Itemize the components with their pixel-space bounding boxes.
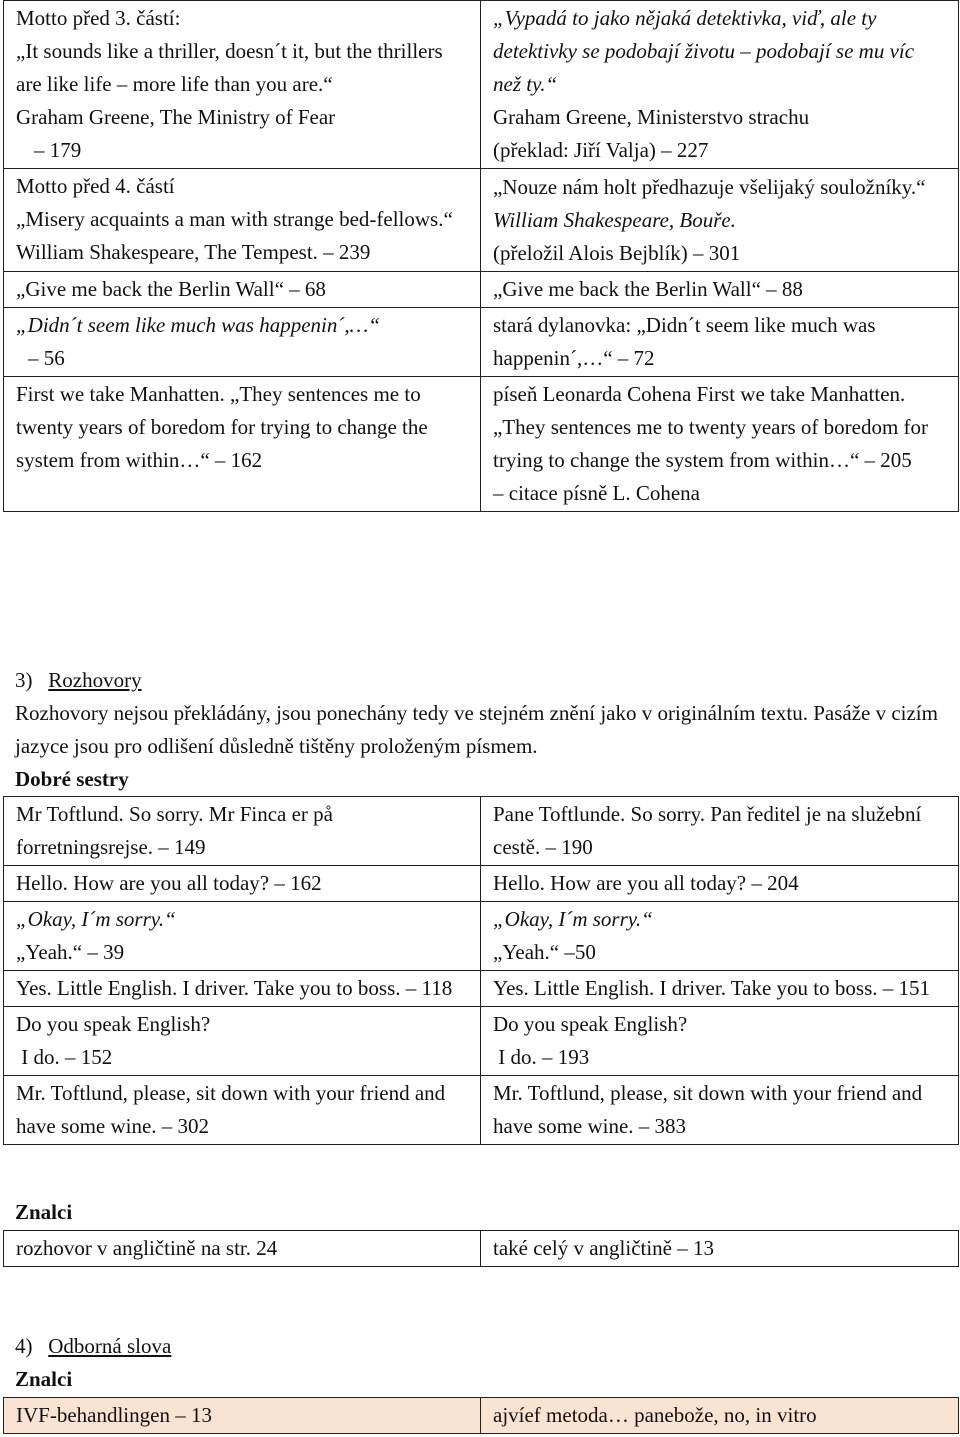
table-row [4, 308, 959, 377]
table-cell-right [481, 169, 959, 272]
table-cell-right [481, 1231, 959, 1267]
dialogue-table [3, 796, 959, 1145]
cell-text: First we take Manhatten. „They sentences me to twenty years of boredom for trying to change the system from within…“ – 162 [16, 382, 428, 472]
cell-text: Do you speak English? [16, 1012, 211, 1036]
cell-text: Pane Toftlunde. So sorry. Pan ředitel je na služební cestě. – 190 [493, 802, 922, 859]
section-number: 3) [15, 668, 33, 692]
table-cell-right [481, 866, 959, 902]
cell-text: „Didn´t seem like much was happenin´,…“ [16, 313, 380, 337]
cell-text: „Give me back the Berlin Wall“ – 68 [16, 277, 326, 301]
section-title: Rozhovory [48, 668, 142, 692]
section-paragraph: Rozhovory nejsou překládány, jsou ponechány tedy ve stejném znění jako v originálním textu. Pasáže v cizím jazyce jsou pro odlišení důsledně tištěny proloženým písmem. [15, 701, 938, 758]
table-cell-right [481, 1398, 959, 1434]
cell-text: (překlad: Jiří Valja) – 227 [493, 138, 709, 162]
cell-text: „Yeah.“ – 39 [16, 940, 125, 964]
cell-text: Graham Greene, The Ministry of Fear [16, 105, 336, 129]
cell-text: – 179 [34, 138, 82, 162]
subheading: Dobré sestry [15, 767, 129, 791]
cell-text: IVF-behandlingen – 13 [16, 1403, 212, 1427]
cell-text: rozhovor v angličtině na str. 24 [16, 1236, 278, 1260]
section-3 [3, 664, 943, 796]
table-cell-right [481, 797, 959, 866]
table-row [4, 1007, 959, 1076]
table-cell-left [4, 1, 481, 169]
table-row [4, 866, 959, 902]
table-cell-left [4, 797, 481, 866]
table-cell-left [4, 1007, 481, 1076]
table-cell-left [4, 272, 481, 308]
table-cell-left [4, 377, 481, 512]
table-cell-left [4, 308, 481, 377]
cell-text: Hello. How are you all today? – 204 [493, 871, 799, 895]
section-3-heading [3, 664, 943, 697]
table-row [4, 971, 959, 1007]
table-row [4, 1398, 959, 1434]
cell-text: Hello. How are you all today? – 162 [16, 871, 322, 895]
cell-text: Graham Greene, Ministerstvo strachu [493, 105, 810, 129]
table-cell-right [481, 1, 959, 169]
table-cell-right [481, 377, 959, 512]
cell-text: Mr. Toftlund, please, sit down with your friend and have some wine. – 302 [16, 1081, 446, 1138]
cell-text: William Shakespeare, The Tempest. – 239 [16, 240, 371, 264]
cell-text: „Give me back the Berlin Wall“ – 88 [493, 277, 803, 301]
cell-text: (přeložil Alois Bejblík) – 301 [493, 241, 741, 265]
cell-text: Yes. Little English. I driver. Take you to boss. – 151 [493, 976, 930, 1000]
cell-text: Motto před 3. částí: [16, 6, 181, 30]
table-cell-left [4, 866, 481, 902]
cell-text: „Yeah.“ –50 [493, 940, 596, 964]
table-cell-right [481, 308, 959, 377]
table-row [4, 797, 959, 866]
cell-text: „Nouze nám holt předhazuje všelijaký souložníky.“ [493, 175, 926, 199]
table-row [4, 272, 959, 308]
table-cell-right [481, 971, 959, 1007]
table-row [4, 1, 959, 169]
cell-text: Motto před 4. částí [16, 174, 175, 198]
section-number: 4) [15, 1334, 33, 1358]
cell-text: „Okay, I´m sorry.“ [493, 907, 653, 931]
table-cell-left [4, 169, 481, 272]
table-row [4, 1076, 959, 1145]
cell-text: „It sounds like a thriller, doesn´t it, but the thrillers are like life – more life than you are.“ [16, 39, 443, 96]
cell-text: – citace písně L. Cohena [493, 481, 701, 505]
section-title: Odborná slova [48, 1334, 172, 1358]
cell-text: Mr. Toftlund, please, sit down with your friend and have some wine. – 383 [493, 1081, 923, 1138]
cell-text: „Vypadá to jako nějaká detektivka, viď, ale ty detektivky se podobají životu – podobají se mu víc než ty.“ [493, 6, 915, 96]
table-row [4, 377, 959, 512]
cell-text: Do you speak English? [493, 1012, 688, 1036]
cell-text: I do. – 193 [493, 1045, 590, 1069]
cell-text: – 56 [28, 346, 65, 370]
subheading-znalci: Znalci [15, 1200, 73, 1224]
table-cell-left [4, 1231, 481, 1267]
cell-text: I do. – 152 [16, 1045, 113, 1069]
table-cell-left [4, 902, 481, 971]
cell-text: píseň Leonarda Cohena First we take Manhatten. „They sentences me to twenty years of boredom for trying to change the system from within…“ – 205 [493, 382, 929, 472]
table-cell-right [481, 272, 959, 308]
cell-text: ajvíef metoda… panebože, no, in vitro [493, 1403, 817, 1427]
motto-table [3, 0, 959, 512]
table-cell-left [4, 1398, 481, 1434]
terms-table [3, 1397, 959, 1434]
cell-text: „Misery acquaints a man with strange bed-fellows.“ [16, 207, 453, 231]
section-4-heading [3, 1330, 171, 1363]
cell-text: Yes. Little English. I driver. Take you to boss. – 118 [16, 976, 453, 1000]
cell-text: také celý v angličtině – 13 [493, 1236, 715, 1260]
cell-text: William Shakespeare, Bouře. [493, 208, 737, 232]
table-row [4, 169, 959, 272]
section-4 [3, 1330, 171, 1396]
cell-text: stará dylanovka: „Didn´t seem like much was happenin´,…“ – 72 [493, 313, 876, 370]
table-cell-left [4, 971, 481, 1007]
cell-text: „Okay, I´m sorry.“ [16, 907, 176, 931]
table-cell-left [4, 1076, 481, 1145]
table-row [4, 902, 959, 971]
table-cell-right [481, 902, 959, 971]
cell-text: Mr Toftlund. So sorry. Mr Finca er på forretningsrejse. – 149 [16, 802, 333, 859]
table-cell-right [481, 1076, 959, 1145]
table-cell-right [481, 1007, 959, 1076]
znalci-table [3, 1230, 959, 1267]
subheading: Znalci [15, 1367, 73, 1391]
table-row [4, 1231, 959, 1267]
